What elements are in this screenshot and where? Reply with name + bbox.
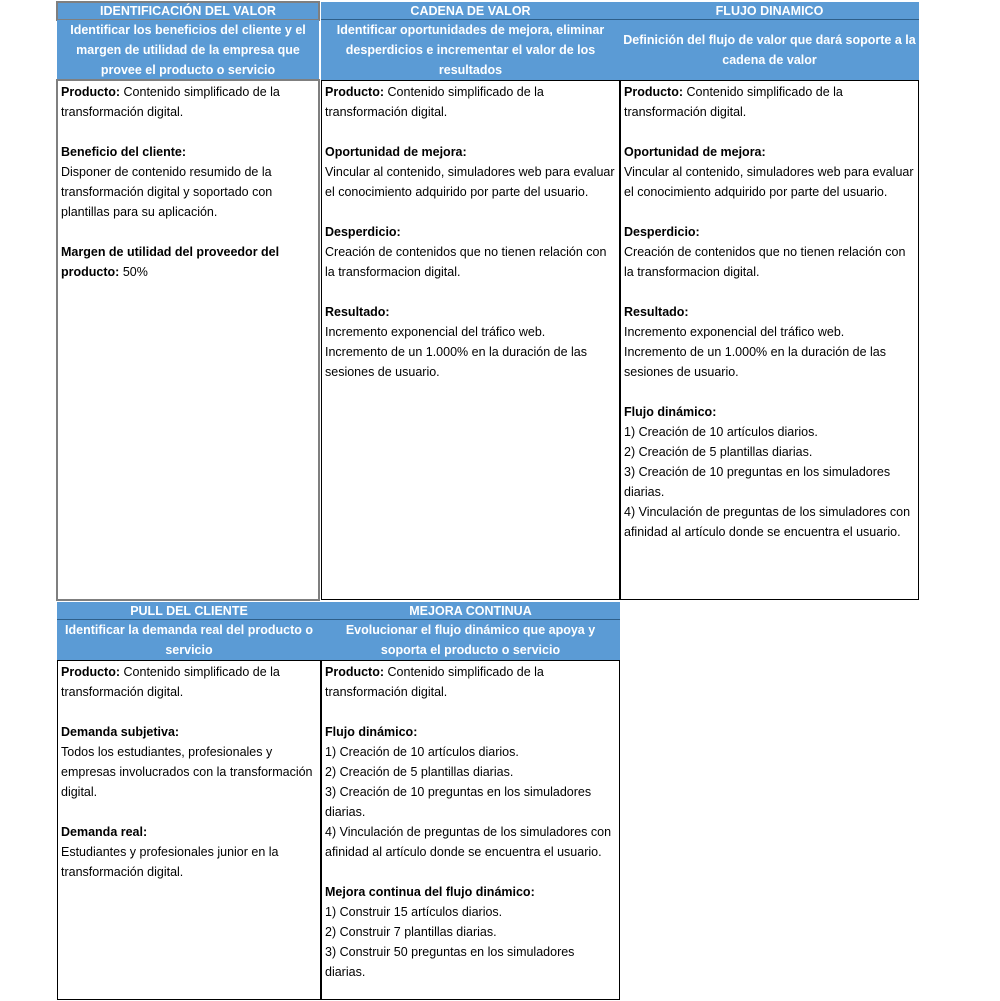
section — [325, 882, 616, 982]
section-label: Demanda real: — [61, 825, 148, 839]
section-heading — [624, 82, 915, 122]
section — [61, 822, 317, 882]
section-heading — [61, 822, 317, 842]
section-line: 3) Creación de 10 preguntas en los simuladores diarias. — [325, 785, 592, 819]
section-line: 1) Creación de 10 artículos diarios. — [624, 425, 818, 439]
section-inline-value: Contenido simplificado de la transformación digital. — [61, 85, 280, 119]
section-heading — [61, 242, 315, 282]
section-heading — [325, 722, 616, 742]
section-heading — [624, 302, 915, 322]
header-mejora[interactable]: MEJORA CONTINUA — [321, 602, 620, 620]
subtitle-flujo[interactable]: Definición del flujo de valor que dará soporte a la cadena de valor — [620, 20, 919, 80]
section-label: Producto: — [624, 85, 684, 99]
section — [325, 722, 616, 862]
section — [61, 662, 317, 702]
section — [624, 222, 915, 282]
section-label: Flujo dinámico: — [624, 405, 717, 419]
header-pull[interactable]: PULL DEL CLIENTE — [57, 602, 321, 620]
section-label: Demanda subjetiva: — [61, 725, 180, 739]
content-flujo[interactable] — [620, 80, 919, 600]
section — [325, 142, 616, 202]
section-label: Producto: — [325, 85, 385, 99]
section-line: Creación de contenidos que no tienen relación con la transformacion digital. — [624, 245, 906, 279]
section-heading — [325, 302, 616, 322]
section — [325, 82, 616, 122]
section-heading — [325, 882, 616, 902]
header-flujo[interactable]: FLUJO DINAMICO — [620, 2, 919, 20]
section-heading — [325, 82, 616, 122]
section-inline-value: Contenido simplificado de la transformación digital. — [624, 85, 843, 119]
section-line: 4) Vinculación de preguntas de los simuladores con afinidad al artículo donde se encuentra el usuario. — [325, 825, 612, 859]
section-line: 1) Creación de 10 artículos diarios. — [325, 745, 519, 759]
section-label: Desperdicio: — [624, 225, 700, 239]
section-heading — [61, 662, 317, 702]
subtitle-identificacion[interactable]: Identificar los beneficios del cliente y el margen de utilidad de la empresa que provee el producto o servicio — [57, 20, 319, 80]
section-line: Incremento de un 1.000% en la duración de las sesiones de usuario. — [624, 345, 886, 379]
header-identificacion[interactable]: IDENTIFICACIÓN DEL VALOR — [57, 2, 319, 20]
section-heading — [624, 142, 915, 162]
section-inline-value: Contenido simplificado de la transformación digital. — [325, 85, 544, 119]
section — [624, 82, 915, 122]
section-line: 2) Creación de 5 plantillas diarias. — [624, 445, 813, 459]
section-label: Producto: — [61, 85, 121, 99]
section-heading — [624, 402, 915, 422]
section-line: 1) Construir 15 artículos diarios. — [325, 905, 503, 919]
subtitle-pull[interactable]: Identificar la demanda real del producto o servicio — [57, 620, 321, 660]
section-heading — [624, 222, 915, 242]
section-line: Incremento exponencial del tráfico web. — [624, 325, 845, 339]
subtitle-mejora[interactable]: Evolucionar el flujo dinámico que apoya y soporta el producto o servicio — [321, 620, 620, 660]
section-line: 2) Creación de 5 plantillas diarias. — [325, 765, 514, 779]
section-label: Producto: — [61, 665, 121, 679]
section-heading — [61, 82, 315, 122]
section — [624, 302, 915, 382]
section-line: Vincular al contenido, simuladores web para evaluar el conocimiento adquirido por parte del usuario. — [624, 165, 914, 199]
content-identificacion[interactable] — [57, 80, 319, 600]
header-cadena[interactable]: CADENA DE VALOR — [321, 2, 620, 20]
section-label: Flujo dinámico: — [325, 725, 418, 739]
section-label: Desperdicio: — [325, 225, 401, 239]
section-heading — [325, 222, 616, 242]
section-label: Producto: — [325, 665, 385, 679]
section-line: Vincular al contenido, simuladores web para evaluar el conocimiento adquirido por parte del usuario. — [325, 165, 615, 199]
section-line: Incremento exponencial del tráfico web. — [325, 325, 546, 339]
section-line: 3) Construir 50 preguntas en los simuladores diarias. — [325, 945, 575, 979]
section-line: Creación de contenidos que no tienen relación con la transformacion digital. — [325, 245, 607, 279]
section-label: Resultado: — [325, 305, 390, 319]
section-line: 2) Construir 7 plantillas diarias. — [325, 925, 497, 939]
section-label: Beneficio del cliente: — [61, 145, 187, 159]
section — [325, 662, 616, 702]
section-heading — [61, 722, 317, 742]
section-line: 4) Vinculación de preguntas de los simuladores con afinidad al artículo donde se encuentra el usuario. — [624, 505, 911, 539]
content-cadena[interactable] — [321, 80, 620, 600]
section — [325, 302, 616, 382]
section — [61, 142, 315, 222]
section-heading — [325, 662, 616, 702]
section-line: Incremento de un 1.000% en la duración de las sesiones de usuario. — [325, 345, 587, 379]
section-line: Disponer de contenido resumido de la transformación digital y soportado con plantillas para su aplicación. — [61, 165, 273, 219]
section-label: Resultado: — [624, 305, 689, 319]
section-line: Todos los estudiantes, profesionales y empresas involucrados con la transformación digital. — [61, 745, 313, 799]
section-label: Mejora continua del flujo dinámico: — [325, 885, 535, 899]
subtitle-cadena[interactable]: Identificar oportunidades de mejora, eliminar desperdicios e incrementar el valor de los resultados — [321, 20, 620, 80]
section — [61, 722, 317, 802]
section-line: Estudiantes y profesionales junior en la transformación digital. — [61, 845, 279, 879]
section-inline-value: Contenido simplificado de la transformación digital. — [325, 665, 544, 699]
section-inline-value: Contenido simplificado de la transformación digital. — [61, 665, 280, 699]
section — [61, 242, 315, 282]
section — [624, 142, 915, 202]
section — [61, 82, 315, 122]
section-inline-value: 50% — [122, 265, 148, 279]
section — [624, 402, 915, 542]
section-heading — [61, 142, 315, 162]
section-label: Oportunidad de mejora: — [624, 145, 766, 159]
content-pull[interactable] — [57, 660, 321, 1000]
section-line: 3) Creación de 10 preguntas en los simuladores diarias. — [624, 465, 891, 499]
section — [325, 222, 616, 282]
section-heading — [325, 142, 616, 162]
section-label: Margen de utilidad del proveedor del producto: — [61, 245, 280, 279]
section-label: Oportunidad de mejora: — [325, 145, 467, 159]
content-mejora[interactable] — [321, 660, 620, 1000]
